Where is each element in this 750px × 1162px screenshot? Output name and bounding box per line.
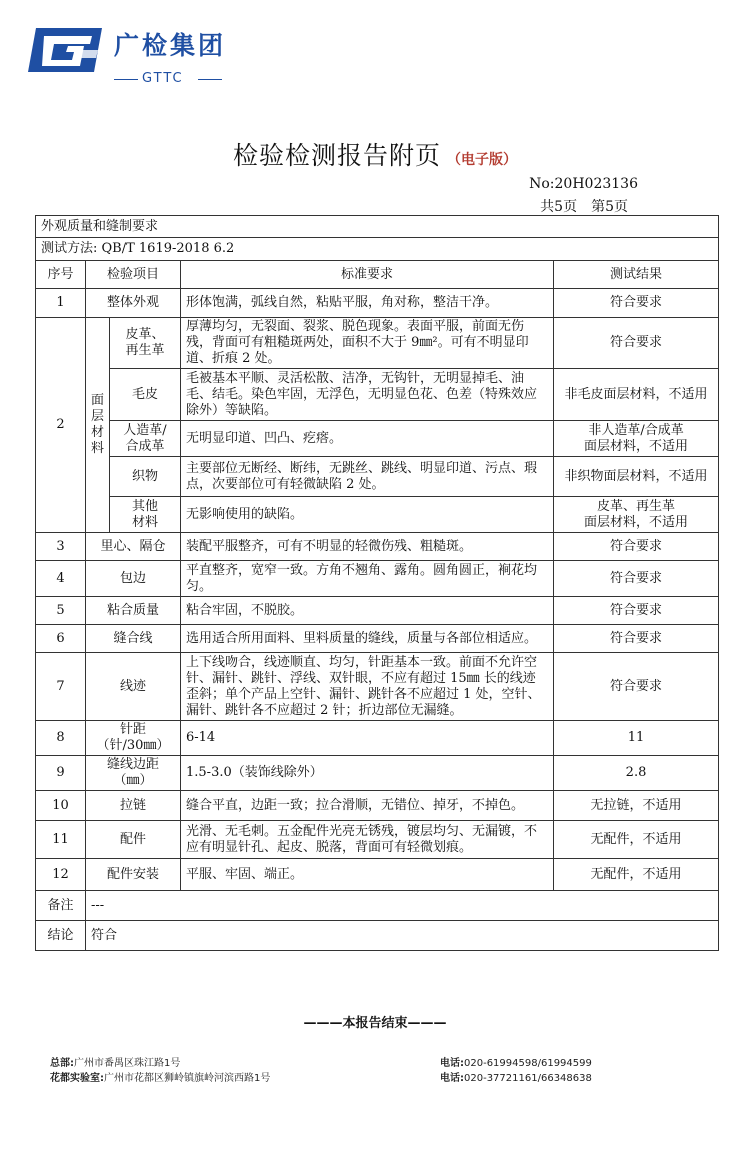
page-count: 共5页 第5页 (540, 199, 628, 215)
row-item: 拉链 (86, 791, 181, 821)
row-result: 非织物面层材料，不适用 (554, 457, 719, 497)
row-item: 整体外观 (86, 289, 181, 318)
lab-phone: 020-37721161/66348638 (464, 1073, 592, 1084)
row-item: 人造革/ 合成革 (110, 421, 181, 457)
table-row (36, 597, 719, 625)
tel-label: 电话: (440, 1058, 464, 1069)
row-result: 符合要求 (554, 318, 719, 369)
conclusion-row (36, 921, 719, 951)
table-row (36, 859, 719, 891)
col-header-item: 检验项目 (86, 261, 181, 289)
row-requirement: 厚薄均匀，无裂面、裂浆、脱色现象。表面平服，前面无伤残，背面可有粗糙斑两处，面积不大于 9㎜²。可有不明显印道、折痕 2 处。 (181, 318, 554, 369)
conclusion-label: 结论 (36, 921, 86, 951)
company-logo (22, 22, 232, 84)
test-method: 测试方法: QB/T 1619-2018 6.2 (36, 238, 719, 261)
row-requirement: 无影响使用的缺陷。 (181, 497, 554, 533)
remark-row (36, 891, 719, 921)
report-title: 检验检测报告附页 (232, 141, 441, 170)
row-requirement: 形体饱满，弧线自然，粘贴平服，角对称，整洁干净。 (181, 289, 554, 318)
gttc-logo-icon (22, 22, 108, 78)
row-requirement: 毛被基本平顺、灵活松散、洁净，无钩针，无明显掉毛、油毛、结毛。染色牢固，无浮色，无明显色花、色差（特殊效应除外）等缺陷。 (181, 369, 554, 421)
row-result: 符合要求 (554, 653, 719, 721)
tel-label: 电话: (440, 1073, 464, 1084)
report-number: No:20H023136 (529, 176, 638, 192)
row-no: 4 (36, 561, 86, 597)
group-label: 面 层 材 料 (86, 318, 110, 533)
table-row (36, 561, 719, 597)
row-item: 其他 材料 (110, 497, 181, 533)
row-requirement: 主要部位无断经、断纬，无跳丝、跳线、明显印道、污点、瑕点，次要部位可有轻微缺陷 2 处。 (181, 457, 554, 497)
report-title-block (0, 136, 750, 172)
col-header-no: 序号 (36, 261, 86, 289)
table-row (36, 533, 719, 561)
row-no: 10 (36, 791, 86, 821)
col-header-result: 测试结果 (554, 261, 719, 289)
report-end-marker: ———本报告结束——— (303, 1016, 447, 1031)
row-result: 符合要求 (554, 597, 719, 625)
footer-phones (440, 1056, 592, 1086)
lab-label: 花都实验室: (50, 1073, 104, 1084)
row-item: 线迹 (86, 653, 181, 721)
row-no: 8 (36, 721, 86, 756)
header-row (36, 261, 719, 289)
row-item: 包边 (86, 561, 181, 597)
row-item: 针距 （针/30㎜） (86, 721, 181, 756)
row-result: 无拉链，不适用 (554, 791, 719, 821)
row-result: 符合要求 (554, 533, 719, 561)
row-item: 里心、隔仓 (86, 533, 181, 561)
row-result: 11 (554, 721, 719, 756)
table-row (36, 421, 719, 457)
report-subtitle: （电子版） (447, 152, 517, 168)
row-result: 符合要求 (554, 289, 719, 318)
table-row (36, 791, 719, 821)
table-row (36, 497, 719, 533)
row-requirement: 粘合牢固，不脱胶。 (181, 597, 554, 625)
table-row (36, 289, 719, 318)
row-result: 符合要求 (554, 625, 719, 653)
row-item: 配件安装 (86, 859, 181, 891)
row-no: 11 (36, 821, 86, 859)
logo-divider (198, 79, 222, 80)
remark-label: 备注 (36, 891, 86, 921)
lab-address: 广州市花都区狮岭镇旗岭河滨西路1号 (104, 1073, 271, 1084)
col-header-requirement: 标准要求 (181, 261, 554, 289)
row-requirement: 无明显印道、凹凸、疙瘩。 (181, 421, 554, 457)
row-no: 9 (36, 756, 86, 791)
row-item: 皮革、 再生革 (110, 318, 181, 369)
row-requirement: 平直整齐，宽窄一致。方角不翘角、露角。圆角圆正，裥花均匀。 (181, 561, 554, 597)
row-requirement: 选用适合所用面料、里料质量的缝线，质量与各部位相适应。 (181, 625, 554, 653)
section-title: 外观质量和缝制要求 (36, 216, 719, 238)
row-result: 非人造革/合成革 面层材料，不适用 (554, 421, 719, 457)
row-result: 皮革、再生革 面层材料，不适用 (554, 497, 719, 533)
row-item: 配件 (86, 821, 181, 859)
table-row (36, 369, 719, 421)
row-requirement: 上下线吻合，线迹顺直、均匀，针距基本一致。前面不允许空针、漏针、跳针、浮线、双针眼，不应有超过 15㎜ 长的线迹歪斜；单个产品上空针、漏针、跳针各不应超过 1 处，空针、漏针、跳针各不应超过 2 针；折边部位无漏缝。 (181, 653, 554, 721)
method-row (36, 238, 719, 261)
row-requirement: 光滑、无毛刺。五金配件光亮无锈残，镀层均匀、无漏镀，不应有明显针孔、起皮、脱落，背面可有轻微划痕。 (181, 821, 554, 859)
logo-divider (114, 79, 138, 80)
table-row (36, 457, 719, 497)
table-row (36, 821, 719, 859)
row-requirement: 6-14 (181, 721, 554, 756)
row-item: 毛皮 (110, 369, 181, 421)
hq-address: 广州市番禺区珠江路1号 (74, 1058, 181, 1069)
table-row (36, 653, 719, 721)
table-row (36, 625, 719, 653)
inspection-table (35, 215, 719, 951)
section-row (36, 216, 719, 238)
row-requirement: 平服、牢固、端正。 (181, 859, 554, 891)
row-requirement: 装配平服整齐，可有不明显的轻微伤残、粗糙斑。 (181, 533, 554, 561)
row-no: 6 (36, 625, 86, 653)
row-no: 5 (36, 597, 86, 625)
table-row (36, 756, 719, 791)
row-no: 3 (36, 533, 86, 561)
table-row (36, 721, 719, 756)
row-no: 2 (36, 318, 86, 533)
brand-name-en: GTTC (142, 71, 184, 86)
row-item: 缝合线 (86, 625, 181, 653)
hq-label: 总部: (50, 1058, 74, 1069)
row-item: 缝线边距 （㎜） (86, 756, 181, 791)
row-no: 12 (36, 859, 86, 891)
row-result: 符合要求 (554, 561, 719, 597)
remark-value: --- (86, 891, 719, 921)
row-item: 织物 (110, 457, 181, 497)
table-row (36, 318, 719, 369)
row-result: 非毛皮面层材料，不适用 (554, 369, 719, 421)
row-result: 2.8 (554, 756, 719, 791)
row-result: 无配件，不适用 (554, 859, 719, 891)
row-requirement: 缝合平直，边距一致；拉合滑顺，无错位、掉牙，不掉色。 (181, 791, 554, 821)
hq-phone: 020-61994598/61994599 (464, 1058, 592, 1069)
row-item: 粘合质量 (86, 597, 181, 625)
footer-addresses (50, 1056, 270, 1086)
row-result: 无配件，不适用 (554, 821, 719, 859)
row-requirement: 1.5-3.0（装饰线除外） (181, 756, 554, 791)
brand-name-cn: 广检集团 (114, 31, 227, 60)
row-no: 1 (36, 289, 86, 318)
conclusion-value: 符合 (86, 921, 719, 951)
row-no: 7 (36, 653, 86, 721)
